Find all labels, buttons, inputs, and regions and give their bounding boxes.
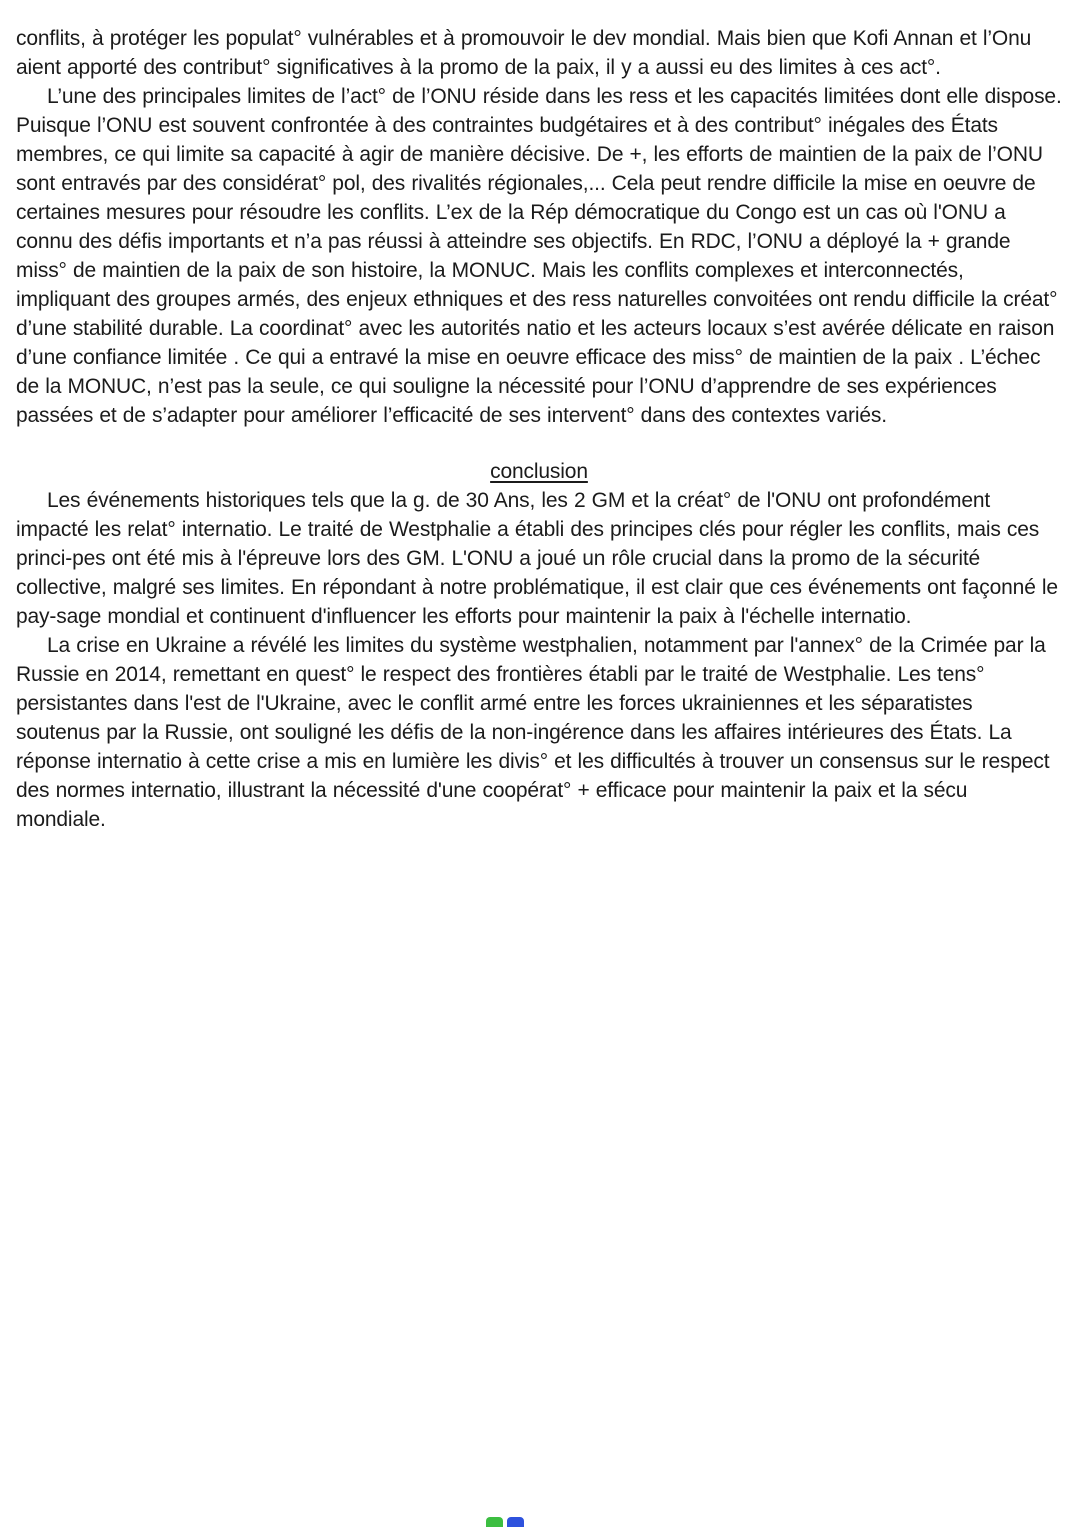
paragraph-conclusion-evenements: Les événements historiques tels que la g. de 30 Ans, les 2 GM et la créat° de l'ONU ont profondément impacté les relat° internatio. Le traité de Westphalie a établi des principes clés pour régler les conflits, mais ces princi-pes ont été mis à l'épreuve lors des GM. L'ONU a joué un rôle crucial dans la promo de la sécurité collective, malgré ses limites. En répondant à notre problématique, il est clair que ces événements ont façonné le pay-sage mondial et continuent d'influencer les efforts pour maintenir la paix à l'échelle internatio. — [16, 489, 1058, 628]
logo-badge-blue-icon — [507, 1517, 524, 1527]
bottom-logo-badge — [486, 1517, 524, 1527]
conclusion-heading — [16, 457, 1062, 486]
paragraph-onu-limites-intro: conflits, à protéger les populat° vulnérables et à promouvoir le dev mondial. Mais bien que Kofi Annan et l’Onu aient apporté des contribut° significatives à la promo de la paix, il y a aussi eu des limites à ces act°. — [16, 27, 1032, 79]
logo-badge-green-icon — [486, 1517, 503, 1527]
conclusion-heading-text: conclusion — [490, 460, 588, 483]
paragraph-onu-limites-detail: L’une des principales limites de l’act° de l’ONU réside dans les ress et les capacités limitées dont elle dispose. Puisque l’ONU est souvent confrontée à des contraintes budgétaires et à des contribut° inégales des États membres, ce qui limite sa capacité à agir de manière décisive. De +, les efforts de maintien de la paix de l’ONU sont entravés par des considérat° pol, des rivalités régionales,... Cela peut rendre difficile la mise en oeuvre de certaines mesures pour résoudre les conflits. L’ex de la Rép démocratique du Congo est un cas où l'ONU a connu des défis importants et n’a pas réussi à atteindre ses objectifs. En RDC, l’ONU a déployé la + grande miss° de maintien de la paix de son histoire, la MONUC. Mais les conflits complexes et interconnectés, impliquant des groupes armés, des enjeux ethniques et des ress naturelles convoitées ont rendu difficile la créat° d’une stabilité durable. La coordinat° avec les autorités natio et les acteurs locaux s’est avérée délicate en raison d’une confiance limitée . Ce qui a entravé la mise en oeuvre efficace des miss° de maintien de la paix . L’échec de la MONUC, n’est pas la seule, ce qui souligne la nécessité pour l’ONU d’apprendre de ses expériences passées et de s’adapter pour améliorer l’efficacité de ses intervent° dans des contextes variés. — [16, 85, 1062, 427]
paragraph-conclusion-ukraine: La crise en Ukraine a révélé les limites du système westphalien, notamment par l'annex° de la Crimée par la Russie en 2014, remettant en quest° le respect des frontières établi par le traité de Westphalie. Les tens° persistantes dans l'est de l'Ukraine, avec le conflit armé entre les forces ukrainiennes et les séparatistes soutenus par la Russie, ont souligné les défis de la non-ingérence dans les affaires intérieures des États. La réponse internatio à cette crise a mis en lumière les divis° et les difficultés à trouver un consensus sur le respect des normes internatio, illustrant la nécessité d'une coopérat° + efficace pour maintenir la paix et la sécu mondiale. — [16, 634, 1050, 831]
